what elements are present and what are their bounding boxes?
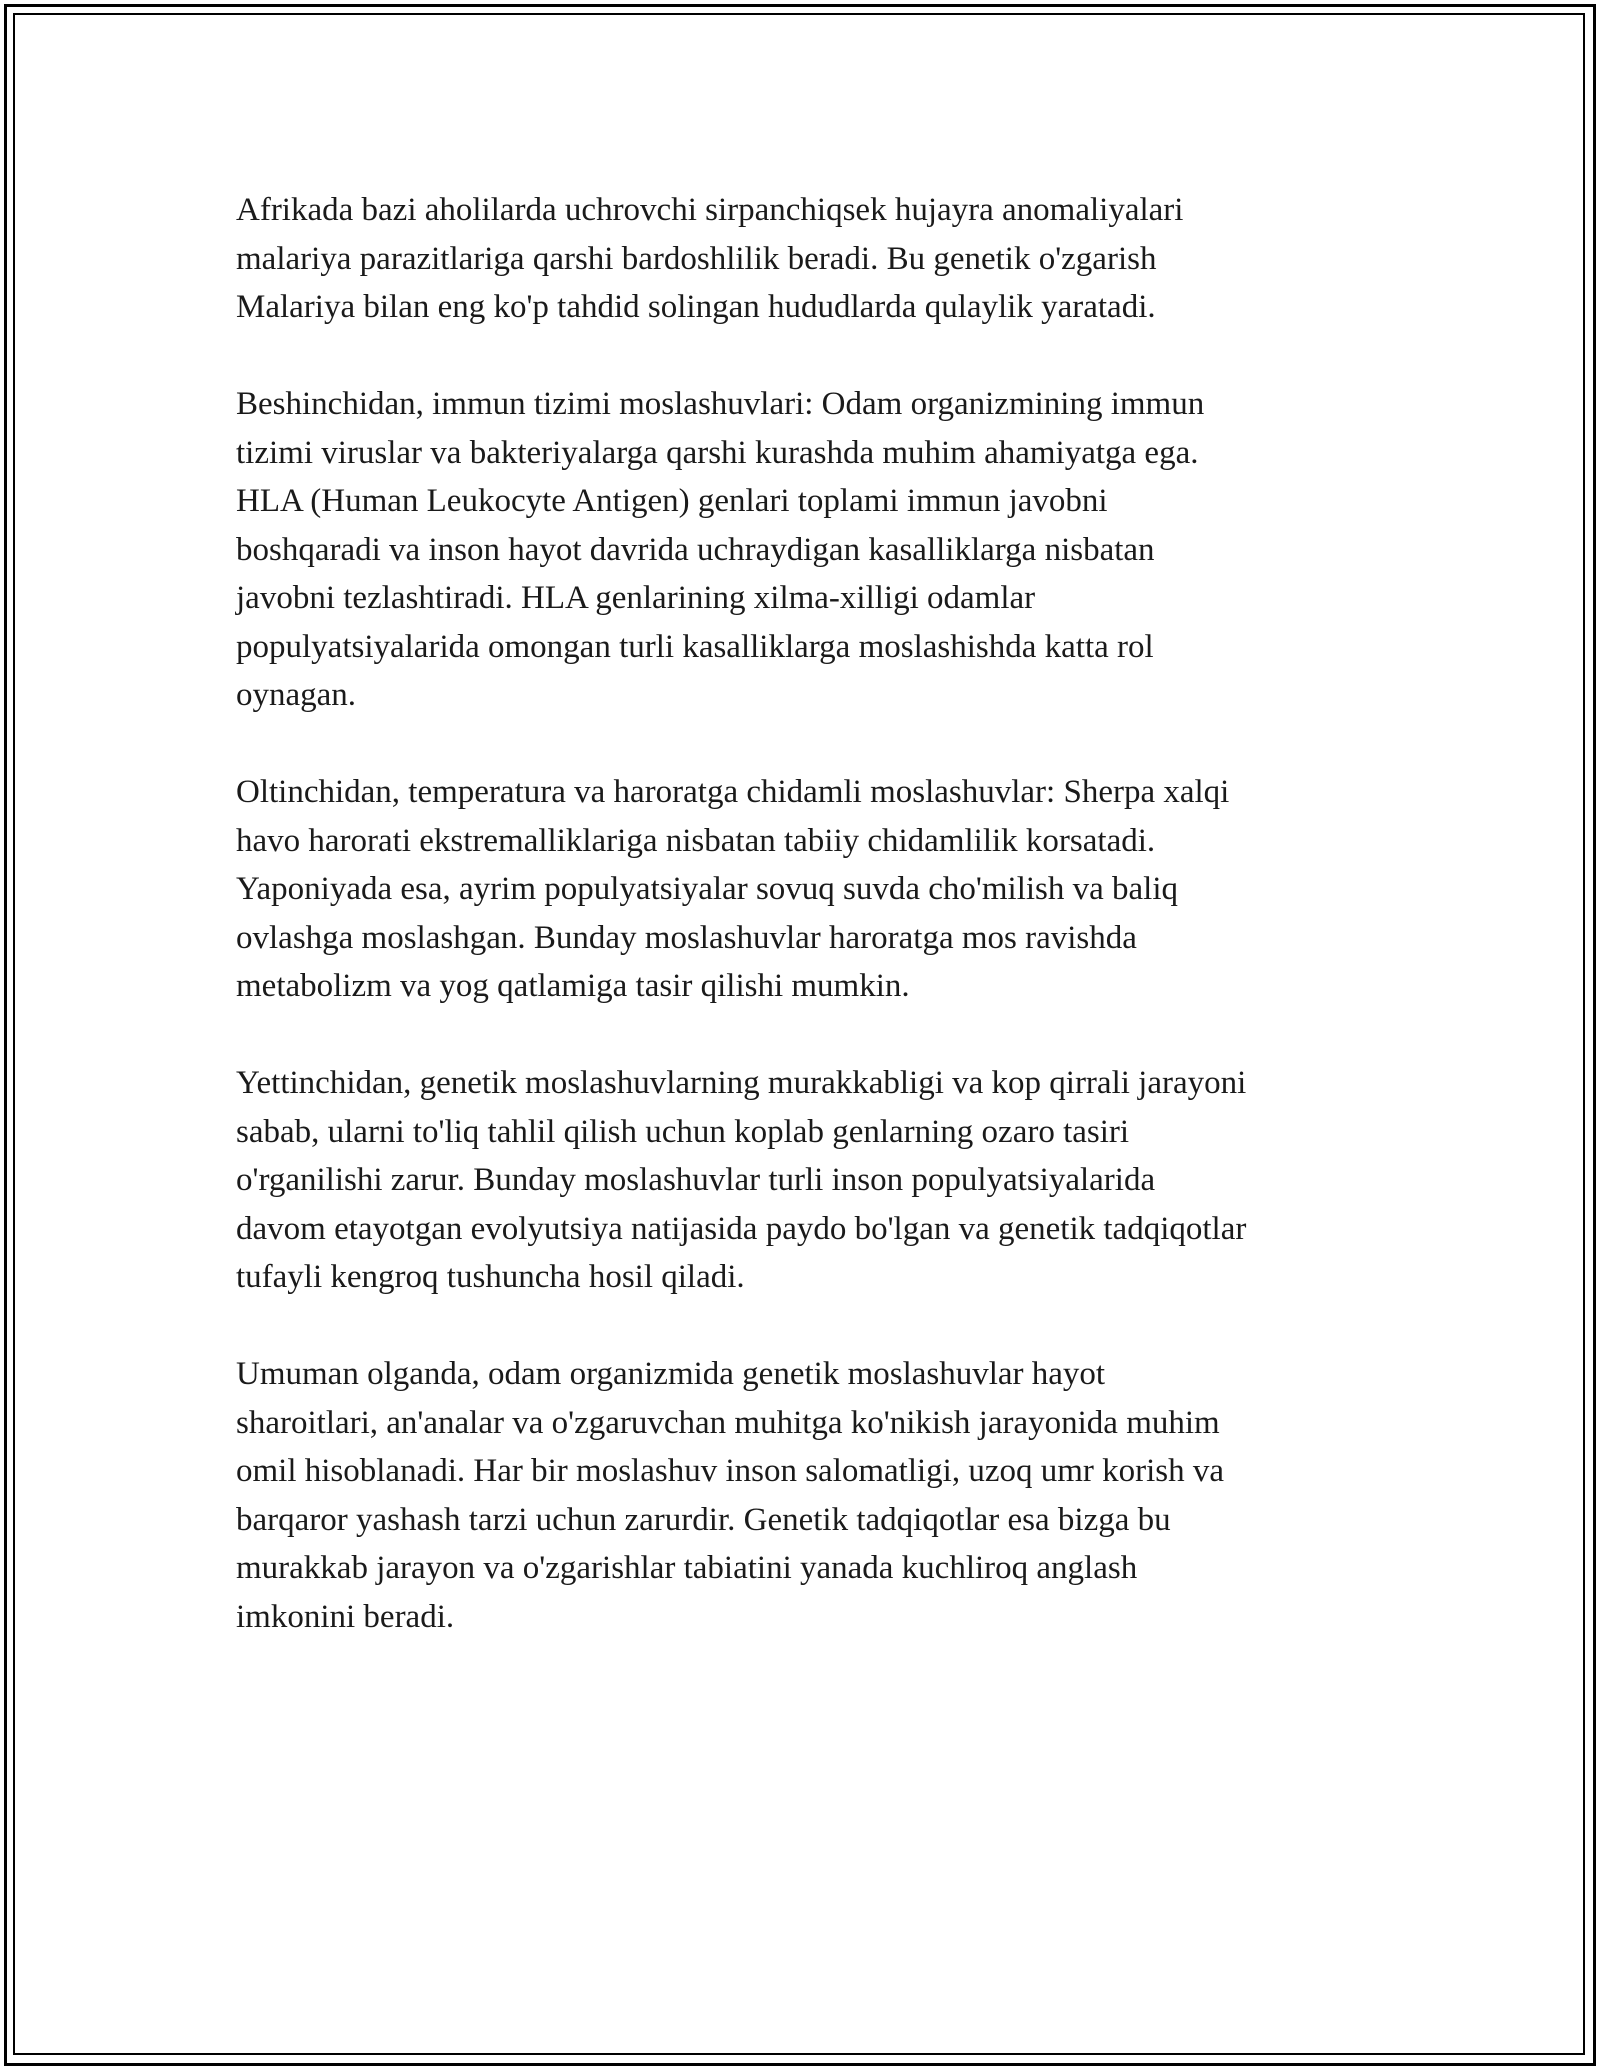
text-line: metabolizm va yog qatlamiga tasir qilishi mumkin. <box>236 968 910 1004</box>
paragraph-3 <box>236 768 1376 1011</box>
text-line: malariya parazitlariga qarshi bardoshlilik beradi. Bu genetik o'zgarish <box>236 240 1157 277</box>
text-line: davom etayotgan evolyutsiya natijasida paydo bo'lgan va genetik tadqiqotlar <box>236 1210 1247 1247</box>
text-line: ovlashga moslashgan. Bunday moslashuvlar haroratga mos ravishda <box>236 919 1137 956</box>
text-line: sharoitlari, an'analar va o'zgaruvchan muhitga ko'nikish jarayonida muhim <box>236 1404 1220 1441</box>
text-line: oynagan. <box>236 677 357 713</box>
text-line: barqaror yashash tarzi uchun zarurdir. Genetik tadqiqotlar esa bizga bu <box>236 1501 1171 1538</box>
text-line: murakkab jarayon va o'zgarishlar tabiatini yanada kuchliroq anglash <box>236 1550 1138 1586</box>
text-line: imkonini beradi. <box>236 1598 455 1635</box>
text-line: Oltinchidan, temperatura va haroratga chidamli moslashuvlar: Sherpa xalqi <box>236 774 1230 810</box>
text-line: Malariya bilan eng ko'p tahdid solingan hududlarda qulaylik yaratadi. <box>236 289 1156 325</box>
paragraph-5 <box>236 1350 1376 1641</box>
text-line: tufayli kengroq tushuncha hosil qiladi. <box>236 1259 745 1295</box>
paragraph-1 <box>236 186 1376 332</box>
text-line: Afrikada bazi aholilarda uchrovchi sirpanchiqsek hujayra anomaliyalari <box>236 192 1184 228</box>
text-line: HLA (Human Leukocyte Antigen) genlari toplami immun javobni <box>236 483 1108 519</box>
text-line: omil hisoblanadi. Har bir moslashuv inson salomatligi, uzoq umr korish va <box>236 1453 1225 1489</box>
text-line: havo harorati ekstremalliklariga nisbatan tabiiy chidamlilik korsatadi. <box>236 822 1156 859</box>
text-line: o'rganilishi zarur. Bunday moslashuvlar turli inson populyatsiyalarida <box>236 1162 1156 1198</box>
document-body <box>236 186 1376 1641</box>
text-line: javobni tezlashtiradi. HLA genlarining xilma-xilligi odamlar <box>236 580 1036 616</box>
text-line: Beshinchidan, immun tizimi moslashuvlari: Odam organizmining immun <box>236 386 1205 422</box>
text-line: boshqaradi va inson hayot davrida uchraydigan kasalliklarga nisbatan <box>236 531 1155 568</box>
text-line: populyatsiyalarida omongan turli kasalliklarga moslashishda katta rol <box>236 628 1154 665</box>
text-line: tizimi viruslar va bakteriyalarga qarshi kurashda muhim ahamiyatga ega. <box>236 434 1199 471</box>
paragraph-4 <box>236 1059 1376 1302</box>
text-line: Yettinchidan, genetik moslashuvlarning murakkabligi va kop qirrali jarayoni <box>236 1065 1247 1101</box>
text-line: Yaponiyada esa, ayrim populyatsiyalar sovuq suvda cho'milish va baliq <box>236 871 1179 907</box>
text-line: Umuman olganda, odam organizmida genetik moslashuvlar hayot <box>236 1356 1106 1392</box>
paragraph-2 <box>236 380 1376 720</box>
text-line: sabab, ularni to'liq tahlil qilish uchun koplab genlarning ozaro tasiri <box>236 1113 1130 1150</box>
